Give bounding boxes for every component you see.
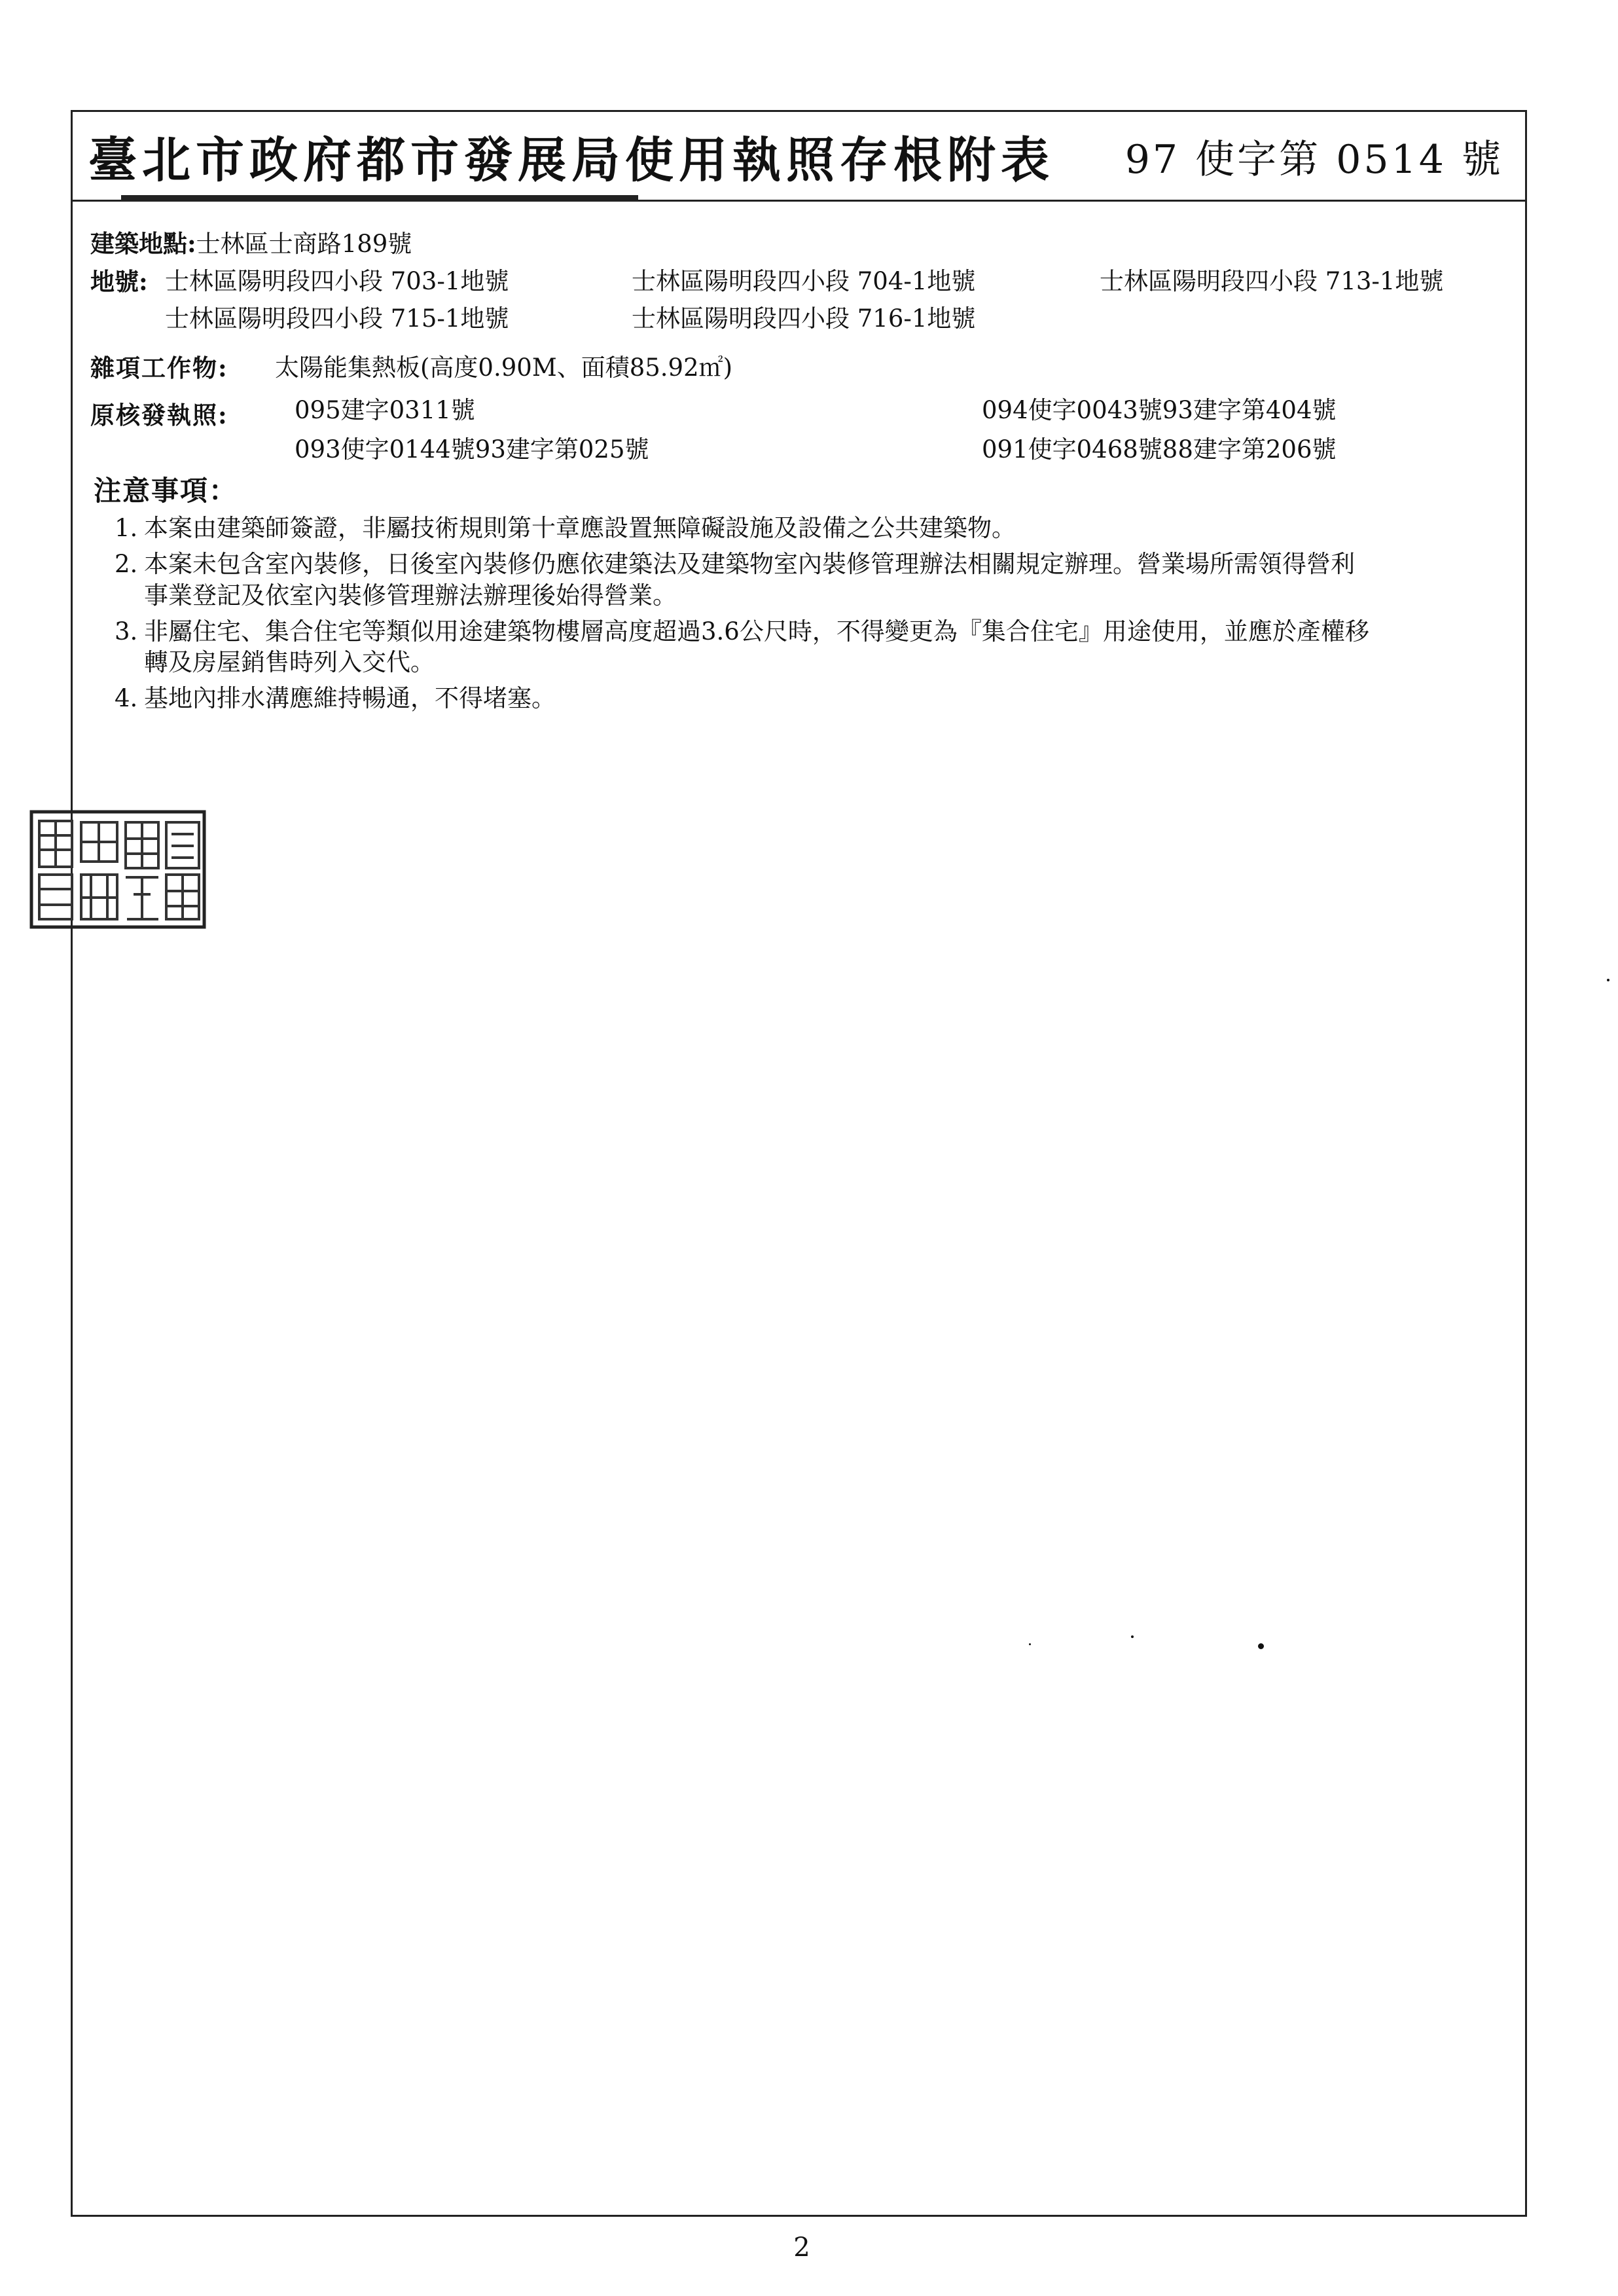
- lot-item: 士林區陽明段四小段 713-1地號: [1100, 267, 1444, 295]
- page-title: 臺北市政府都市發展局使用執照存根附表: [88, 132, 1054, 189]
- document-frame: [71, 110, 1527, 2217]
- lot-item: 士林區陽明段四小段 704-1地號: [632, 267, 976, 295]
- notes-heading: 注意事項：: [94, 475, 238, 507]
- permit-number: 97 使字第 0514 號: [1124, 137, 1503, 183]
- scan-speck: [1607, 979, 1609, 981]
- scan-speck: [1258, 1643, 1264, 1649]
- note-line: 基地內排水溝應維持暢通，不得堵塞。: [144, 684, 556, 712]
- address-row: [90, 229, 412, 259]
- permit-item: 093使字0144號93建字第025號: [295, 435, 649, 464]
- note-number: 3.: [115, 617, 138, 646]
- scan-speck: [1131, 1635, 1134, 1638]
- address-value: 士林區士商路189號: [196, 230, 412, 258]
- note-line: 轉及房屋銷售時列入交代。: [144, 648, 435, 676]
- note-number: 4.: [115, 684, 138, 712]
- misc-works-value: 太陽能集熱板(高度0.90M、面積85.92㎡): [275, 354, 733, 382]
- misc-works-label: 雜項工作物:: [90, 354, 228, 382]
- note-number: 2.: [115, 550, 138, 578]
- title-underline: [121, 195, 638, 200]
- permit-item: 094使字0043號93建字第404號: [982, 396, 1337, 424]
- permit-item: 095建字0311號: [295, 396, 475, 424]
- lot-label: 地號:: [90, 267, 148, 296]
- official-seal-icon: [29, 809, 207, 930]
- scan-speck: [1029, 1643, 1031, 1645]
- lot-item: 士林區陽明段四小段 716-1地號: [632, 304, 976, 333]
- note-line: 非屬住宅、集合住宅等類似用途建築物樓層高度超過3.6公尺時，不得變更為『集合住宅』用途使用，並應於產權移: [144, 617, 1369, 646]
- address-label: 建築地點:: [90, 229, 196, 258]
- lot-item: 士林區陽明段四小段 715-1地號: [165, 304, 509, 333]
- permit-item: 091使字0468號88建字第206號: [982, 435, 1337, 464]
- note-line: 本案未包含室內裝修，日後室內裝修仍應依建築法及建築物室內裝修管理辦法相關規定辦理。營業場所需領得營利: [144, 550, 1355, 578]
- note-line: 事業登記及依室內裝修管理辦法辦理後始得營業。: [144, 581, 677, 610]
- note-number: 1.: [115, 514, 138, 542]
- original-permits-label: 原核發執照:: [90, 401, 228, 429]
- note-line: 本案由建築師簽證，非屬技術規則第十章應設置無障礙設施及設備之公共建築物。: [144, 514, 1016, 542]
- page-number: 2: [793, 2232, 810, 2263]
- lot-item: 士林區陽明段四小段 703-1地號: [165, 267, 509, 295]
